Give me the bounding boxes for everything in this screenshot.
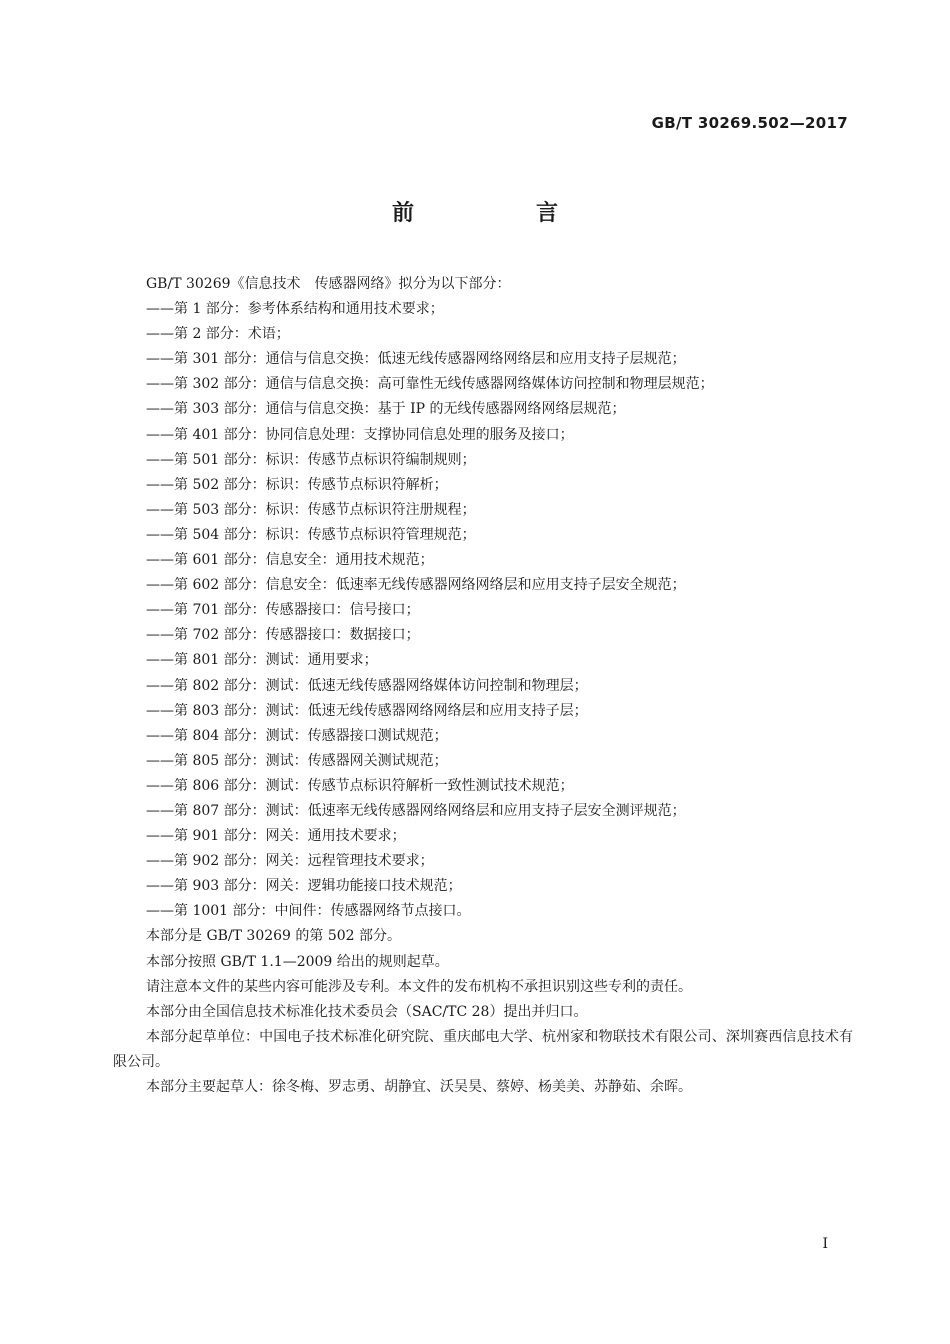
list-item: ——第 901 部分：网关：通用技术要求； bbox=[146, 828, 406, 845]
list-item: ——第 702 部分：传感器接口：数据接口； bbox=[146, 627, 420, 644]
page-title: 前 言 bbox=[391, 201, 608, 226]
intro-line: GB/T 30269《信息技术 传感器网络》拟分为以下部分： bbox=[146, 276, 511, 292]
page-number: I bbox=[822, 1236, 828, 1252]
paragraph-patent-notice: 请注意本文件的某些内容可能涉及专利。本文件的发布机构不承担识别这些专利的责任。 bbox=[146, 978, 692, 995]
list-item: ——第 1001 部分：中间件：传感器网络节点接口。 bbox=[146, 903, 471, 920]
standard-code: GB/T 30269.502—2017 bbox=[651, 114, 848, 132]
list-item: ——第 801 部分：测试：通用要求； bbox=[146, 652, 378, 669]
list-item: ——第 902 部分：网关：远程管理技术要求； bbox=[146, 853, 434, 870]
list-item: ——第 805 部分：测试：传感器网关测试规范； bbox=[146, 752, 448, 769]
list-item: ——第 301 部分：通信与信息交换：低速无线传感器网络网络层和应用支持子层规范； bbox=[146, 351, 686, 368]
list-item: ——第 807 部分：测试：低速率无线传感器网络网络层和应用支持子层安全测评规范； bbox=[146, 802, 686, 819]
list-item: ——第 903 部分：网关：逻辑功能接口技术规范； bbox=[146, 878, 462, 895]
list-item: ——第 806 部分：测试：传感节点标识符解析一致性测试技术规范； bbox=[146, 777, 574, 794]
list-item: ——第 602 部分：信息安全：低速率无线传感器网络网络层和应用支持子层安全规范； bbox=[146, 577, 686, 594]
list-item: ——第 303 部分：通信与信息交换：基于 IP 的无线传感器网络网络层规范； bbox=[146, 401, 626, 418]
list-item: ——第 2 部分：术语； bbox=[146, 326, 290, 343]
paragraph-drafting-units: 本部分起草单位：中国电子技术标准化研究院、重庆邮电大学、杭州家和物联技术有限公司、深圳赛西信息技术有限公司。 bbox=[113, 1028, 853, 1070]
document-body bbox=[113, 272, 853, 1100]
parts-list bbox=[113, 297, 853, 924]
list-item: ——第 803 部分：测试：低速无线传感器网络网络层和应用支持子层； bbox=[146, 702, 588, 719]
list-item: ——第 302 部分：通信与信息交换：高可靠性无线传感器网络媒体访问控制和物理层规范； bbox=[146, 376, 714, 393]
paragraph-part-number: 本部分是 GB/T 30269 的第 502 部分。 bbox=[146, 928, 402, 945]
paragraph-drafters: 本部分主要起草人：徐冬梅、罗志勇、胡静宜、沃吴昊、蔡婷、杨美美、苏静茹、余晖。 bbox=[146, 1079, 692, 1095]
list-item: ——第 501 部分：标识：传感节点标识符编制规则； bbox=[146, 451, 476, 468]
list-item: ——第 401 部分：协同信息处理：支撑协同信息处理的服务及接口； bbox=[146, 426, 574, 443]
list-item: ——第 802 部分：测试：低速无线传感器网络媒体访问控制和物理层； bbox=[146, 677, 588, 694]
list-item: ——第 504 部分：标识：传感节点标识符管理规范； bbox=[146, 526, 476, 543]
list-item: ——第 503 部分：标识：传感节点标识符注册规程； bbox=[146, 501, 476, 518]
list-item: ——第 804 部分：测试：传感器接口测试规范； bbox=[146, 727, 448, 744]
list-item: ——第 1 部分：参考体系结构和通用技术要求； bbox=[146, 301, 444, 318]
paragraph-drafting-rules: 本部分按照 GB/T 1.1—2009 给出的规则起草。 bbox=[146, 953, 449, 970]
paragraph-proposer: 本部分由全国信息技术标准化技术委员会（SAC/TC 28）提出并归口。 bbox=[146, 1003, 588, 1020]
list-item: ——第 502 部分：标识：传感节点标识符解析； bbox=[146, 476, 448, 493]
list-item: ——第 701 部分：传感器接口：信号接口； bbox=[146, 602, 420, 619]
list-item: ——第 601 部分：信息安全：通用技术规范； bbox=[146, 552, 434, 569]
